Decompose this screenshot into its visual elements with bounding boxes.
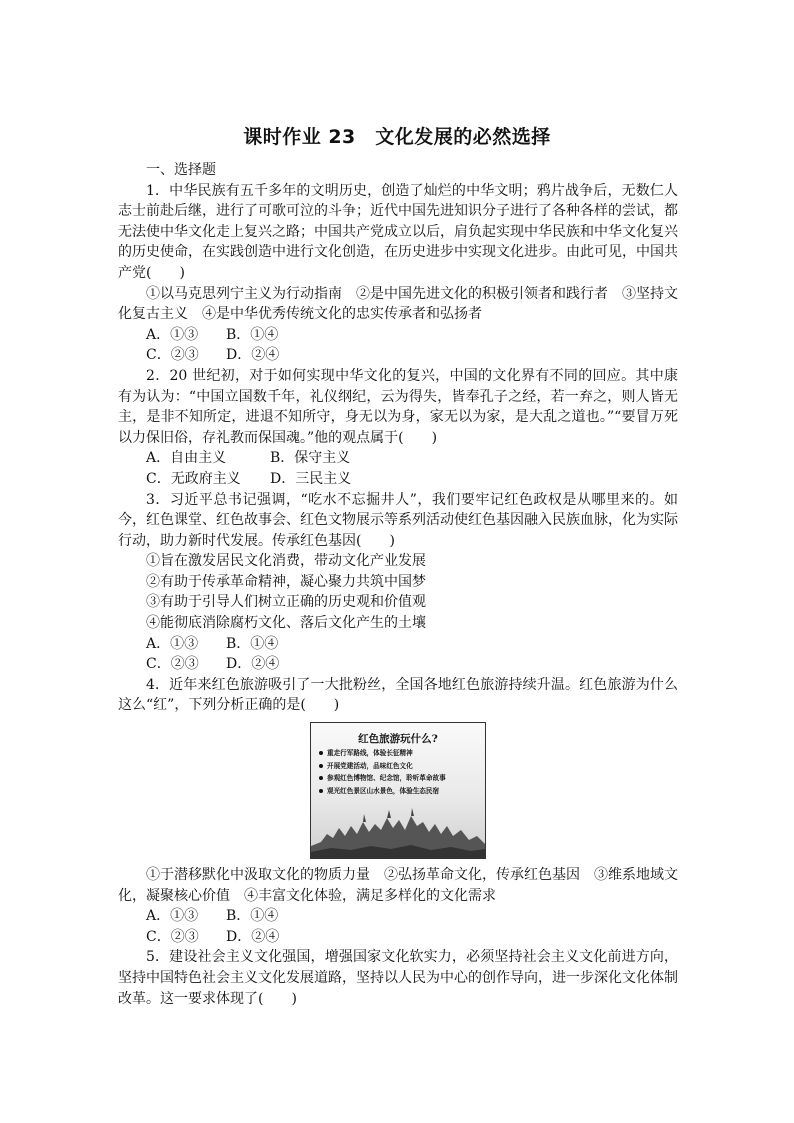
question-1-choices-ab (118, 325, 678, 346)
section-heading: 一、选择题 (146, 162, 216, 178)
choice-a: A．自由主义 (146, 450, 227, 467)
choice-a: A．①③ (146, 635, 199, 652)
choice-c: C．无政府主义 (146, 470, 241, 487)
poster-figure-wrap (118, 722, 678, 859)
question-1-choices-cd (118, 345, 678, 366)
question-4-options: ①于潜移默化中汲取文化的物质力量 ②弘扬革命文化，传承红色基因 ③维系地域文化，凝聚核心价值 ④丰富文化体验，满足多样化的文化需求 (118, 867, 678, 904)
question-4-choices-ab (118, 906, 678, 927)
choice-d: D．②④ (226, 928, 280, 945)
question-3-stem: 3．习近平总书记强调，“吃水不忘掘井人”，我们要牢记红色政权是从哪里来的。如今，红色课堂、红色故事会、红色文物展示等系列活动使红色基因融入民族血脉，化为实际行动，助力新时代发展。传承红色基因( ) (118, 491, 678, 549)
poster-title: 红色旅游玩什么? (358, 733, 438, 746)
choice-b: B．①④ (226, 908, 279, 925)
question-3-option-1: ①旨在激发居民文化消费，带动文化产业发展 (146, 553, 426, 570)
poster-item: 观光红色景区山水景色，体验生态民宿 (319, 785, 481, 798)
poster-list (319, 747, 481, 797)
choice-a: A．①③ (146, 908, 199, 925)
question-4-stem: 4．近年来红色旅游吸引了一大批粉丝，全国各地红色旅游持续升温。红色旅游为什么这么“红”，下列分析正确的是( ) (118, 676, 678, 714)
choice-b: B．①④ (226, 635, 279, 652)
red-tourism-poster (310, 722, 486, 859)
bullet-icon (319, 751, 323, 755)
page-title: 课时作业 23 文化发展的必然选择 (243, 126, 551, 148)
question-3-option-4: ④能彻底消除腐朽文化、落后文化产生的土壤 (146, 615, 426, 632)
question-5-stem: 5．建设社会主义文化强国，增强国家文化软实力，必须坚持社会主义文化前进方向，坚持中国特色社会主义文化发展道路，坚持以人民为中心的创作导向，进一步深化文化体制改革。这一要求体现了( ) (118, 949, 678, 1007)
choice-c: C．②③ (146, 656, 199, 673)
question-3-option-2: ②有助于传承革命精神，凝心聚力共筑中国梦 (146, 573, 426, 590)
question-content (118, 160, 678, 1009)
question-2-choices-cd (118, 469, 678, 490)
question-4-choices-cd (118, 927, 678, 948)
question-2-choices-ab (118, 448, 678, 469)
question-2-stem: 2．20 世纪初，对于如何实现中华文化的复兴，中国的文化界有不同的回应。其中康有为认为：“中国立国数千年，礼仪纲纪，云为得失，皆奉孔子之经，若一弃之，则人皆无主，是非不知所定，进退不知所守，身无以为身，家无以为家，是大乱之道也。”“要冒万死以力保旧俗，存礼教而保国魂。”他的观点属于( ) (118, 367, 678, 446)
poster-item: 重走行军路线，体验长征精神 (319, 747, 481, 760)
question-1-stem: 1．中华民族有五千多年的文明历史，创造了灿烂的中华文明；鸦片战争后，无数仁人志士前赴后继，进行了可歌可泣的斗争；近代中国先进知识分子进行了各种各样的尝试，都无法使中华文化走上复兴之路；中国共产党成立以后，肩负起实现中华民族和中华文化复兴的历史使命，在实践创造中进行文化创造，在历史进步中实现文化进步。由此可见，中国共产党( ) (118, 182, 678, 281)
question-3-choices-ab (118, 634, 678, 655)
choice-d: D．②④ (226, 347, 280, 364)
question-1-options: ①以马克思列宁主义为行动指南 ②是中国先进文化的积极引领者和践行者 ③坚持文化复古主义 ④是中华优秀传统文化的忠实传承者和弘扬者 (118, 285, 678, 323)
choice-d: D．②④ (226, 656, 280, 673)
poster-item: 参观红色博物馆、纪念馆，聆听革命故事 (319, 772, 481, 785)
choice-b: B．保守主义 (270, 450, 351, 467)
choice-a: A．①③ (146, 326, 199, 343)
poster-item: 开展党建活动，品味红色文化 (319, 760, 481, 773)
bullet-icon (319, 764, 323, 768)
question-3-choices-cd (118, 654, 678, 675)
choice-c: C．②③ (146, 928, 199, 945)
sculpture-silhouette-image (311, 808, 485, 858)
choice-c: C．②③ (146, 347, 199, 364)
question-3-option-3: ③有助于引导人们树立正确的历史观和价值观 (146, 594, 426, 611)
choice-d: D．三民主义 (270, 470, 352, 487)
choice-b: B．①④ (226, 326, 279, 343)
bullet-icon (319, 789, 323, 793)
bullet-icon (319, 776, 323, 780)
